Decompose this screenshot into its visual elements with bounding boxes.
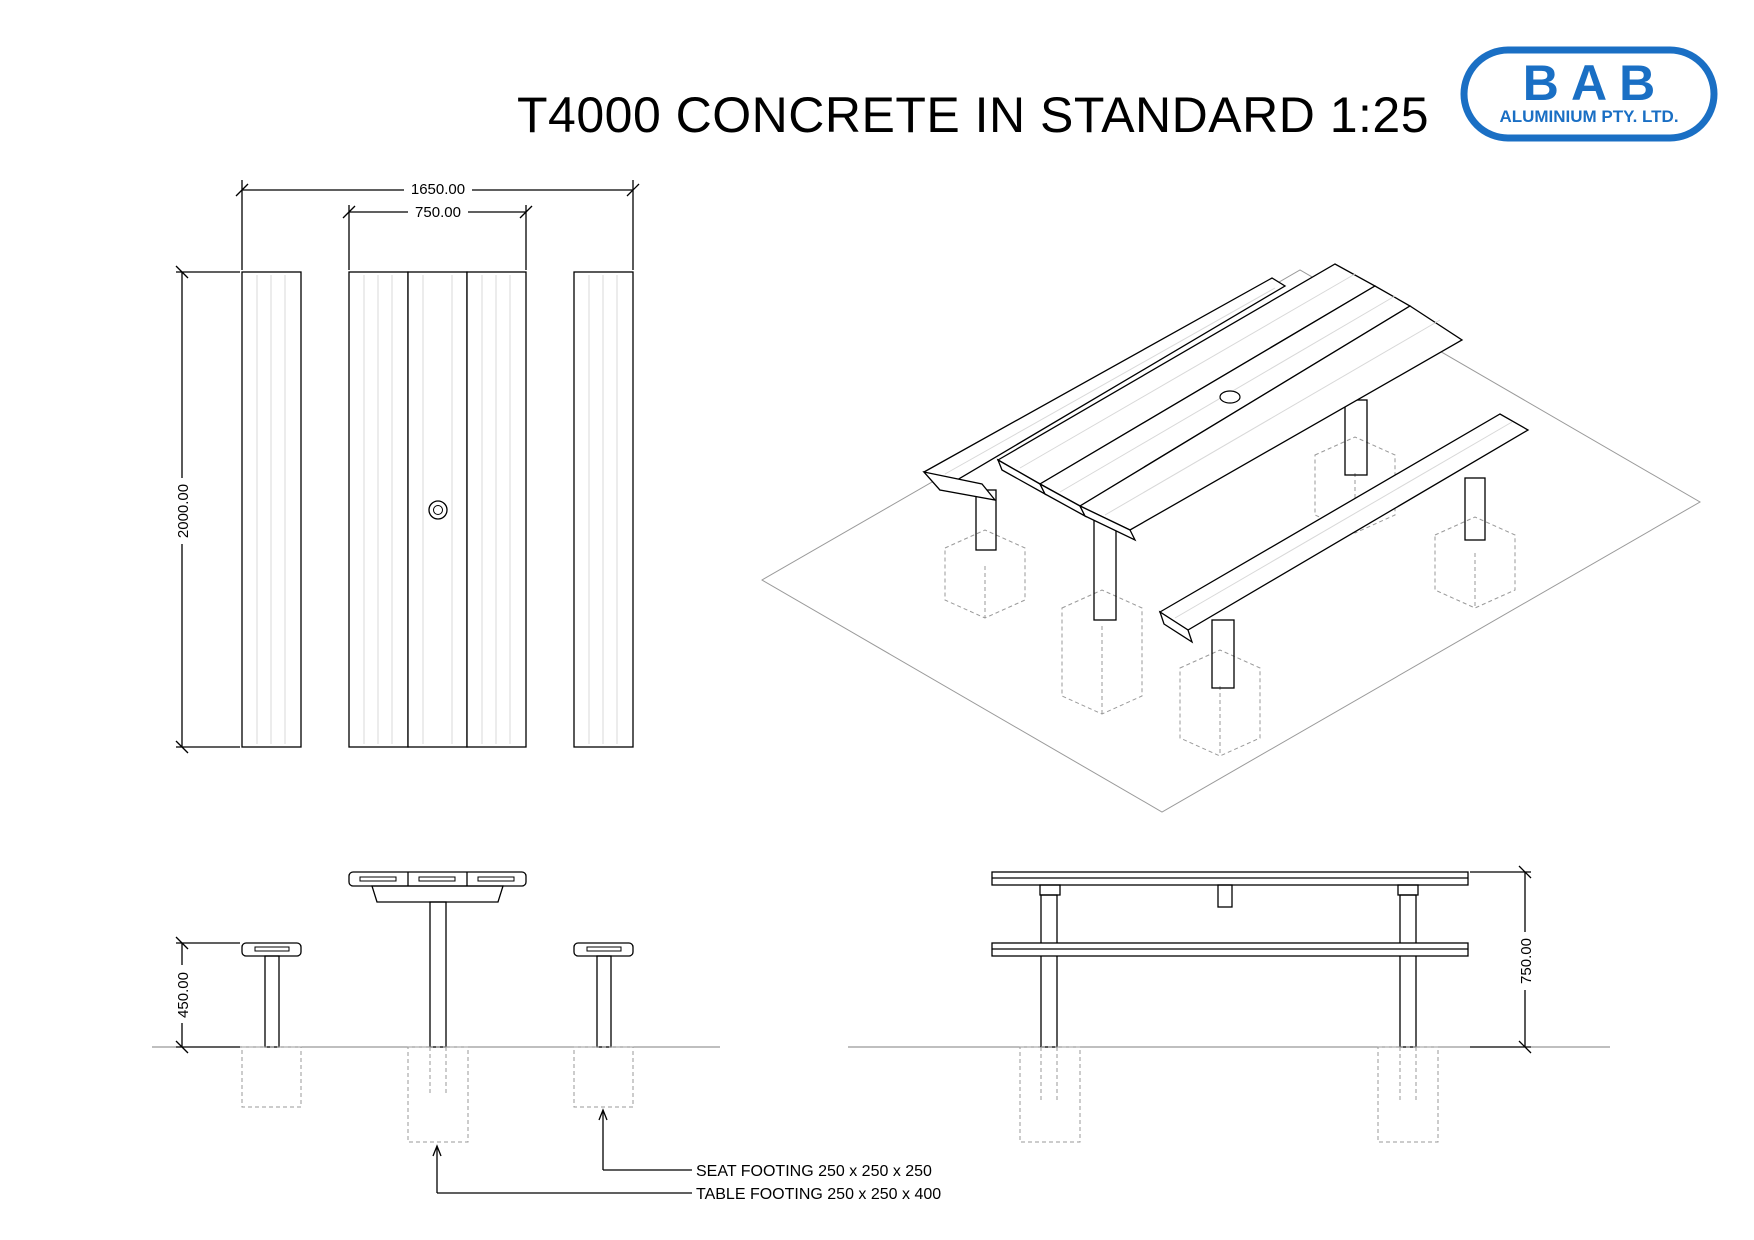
side-elevation bbox=[848, 872, 1610, 1142]
drawing-title: T4000 CONCRETE IN STANDARD 1:25 bbox=[517, 87, 1430, 143]
logo-subtitle: ALUMINIUM PTY. LTD. bbox=[1499, 107, 1679, 126]
dim-750-height: 750.00 bbox=[1518, 938, 1535, 984]
logo-letters: B A B bbox=[1522, 55, 1656, 111]
dimension-overall-width bbox=[236, 180, 639, 270]
table-footing-label: TABLE FOOTING 250 x 250 x 400 bbox=[696, 1186, 942, 1203]
bab-logo bbox=[1464, 50, 1714, 138]
dim-2000: 2000.00 bbox=[175, 483, 192, 539]
dimension-length bbox=[172, 266, 240, 753]
plan-view bbox=[242, 272, 633, 747]
seat-footing-label: SEAT FOOTING 250 x 250 x 250 bbox=[696, 1163, 932, 1180]
end-elevation bbox=[152, 872, 720, 1142]
dimension-table-height bbox=[1470, 866, 1535, 1053]
footing-callouts bbox=[433, 1110, 941, 1203]
dim-1650: 1650.00 bbox=[410, 181, 466, 198]
dim-450: 450.00 bbox=[175, 972, 192, 1018]
dimension-table-width bbox=[343, 203, 532, 270]
dim-750-plan: 750.00 bbox=[415, 204, 461, 221]
dimension-seat-height bbox=[172, 937, 240, 1053]
isometric-view bbox=[762, 264, 1700, 812]
